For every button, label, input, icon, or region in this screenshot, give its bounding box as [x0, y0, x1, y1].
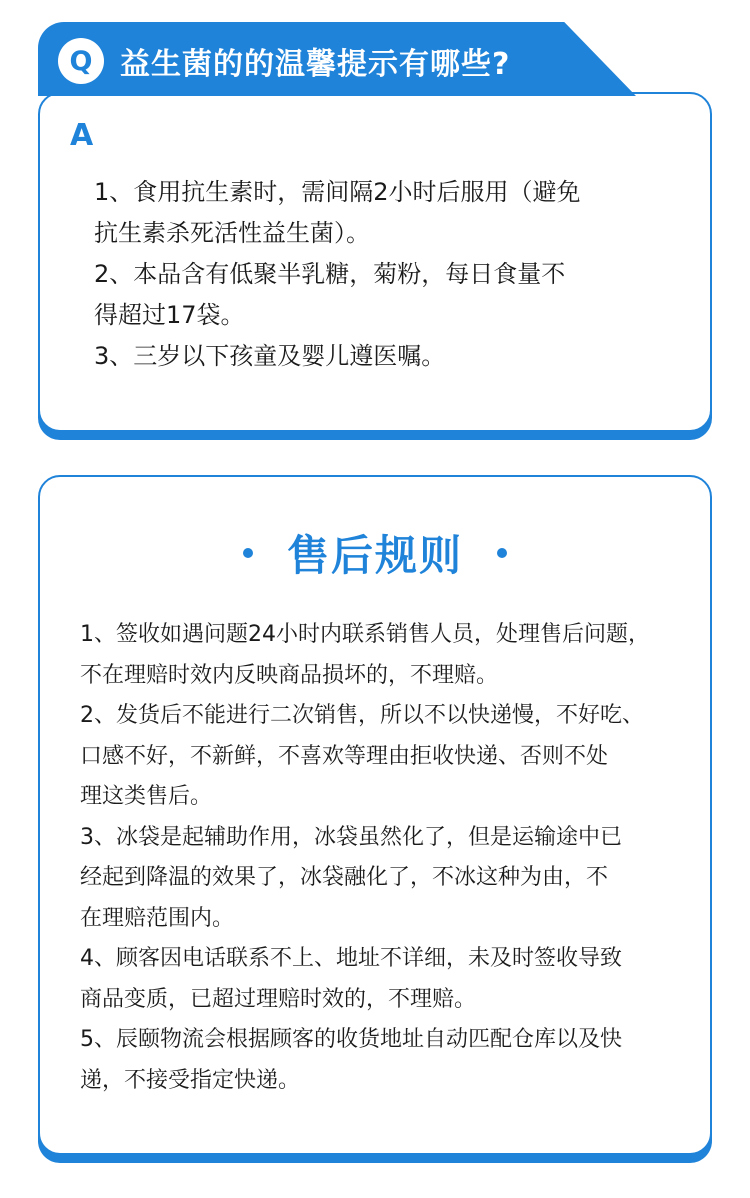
answer-line: 1、食用抗生素时，需间隔2小时后服用（避免 — [94, 178, 581, 206]
answer-text — [94, 172, 694, 377]
answer-badge: A — [70, 118, 94, 153]
after-sales-card — [38, 475, 712, 1155]
after-sales-title: 售后规则 — [286, 531, 463, 580]
after-sales-header — [40, 521, 710, 585]
rule-line: 5、辰颐物流会根据顾客的收货地址自动匹配仓库以及快 — [80, 1027, 622, 1052]
rule-line: 理这类售后。 — [80, 784, 213, 809]
question-title: 益生菌的的温馨提示有哪些? — [120, 47, 511, 82]
rule-line: 不在理赔时效内反映商品损坏的，不理赔。 — [80, 662, 499, 688]
rule-line: 在理赔范围内。 — [80, 905, 235, 931]
rule-line: 商品变质，已超过理赔时效的，不理赔。 — [80, 986, 477, 1012]
question-header — [58, 36, 510, 86]
rule-line: 4、顾客因电话联系不上、地址不详细，未及时签收导致 — [80, 946, 622, 971]
after-sales-text — [80, 615, 680, 1101]
bullet-dot-icon — [497, 548, 507, 558]
rule-line: 口感不好，不新鲜，不喜欢等理由拒收快递、否则不处 — [80, 743, 609, 769]
answer-line: 3、三岁以下孩童及婴儿遵医嘱。 — [94, 342, 446, 370]
answer-line: 得超过17袋。 — [94, 301, 245, 329]
rule-line: 2、发货后不能进行二次销售，所以不以快递慢，不好吃、 — [80, 703, 644, 728]
answer-line: 2、本品含有低聚半乳糖，菊粉，每日食量不 — [94, 260, 566, 288]
rule-line: 递，不接受指定快递。 — [80, 1067, 301, 1093]
qa-card — [38, 22, 712, 436]
bullet-dot-icon — [243, 548, 253, 558]
answer-line: 抗生素杀死活性益生菌）。 — [94, 219, 370, 247]
answer-panel — [38, 92, 712, 432]
rule-line: 经起到降温的效果了，冰袋融化了，不冰这种为由，不 — [80, 865, 609, 890]
rule-line: 1、签收如遇问题24小时内联系销售人员，处理售后问题， — [80, 622, 650, 647]
rule-line: 3、冰袋是起辅助作用，冰袋虽然化了，但是运输途中已 — [80, 824, 622, 850]
question-badge-icon: Q — [58, 38, 104, 84]
